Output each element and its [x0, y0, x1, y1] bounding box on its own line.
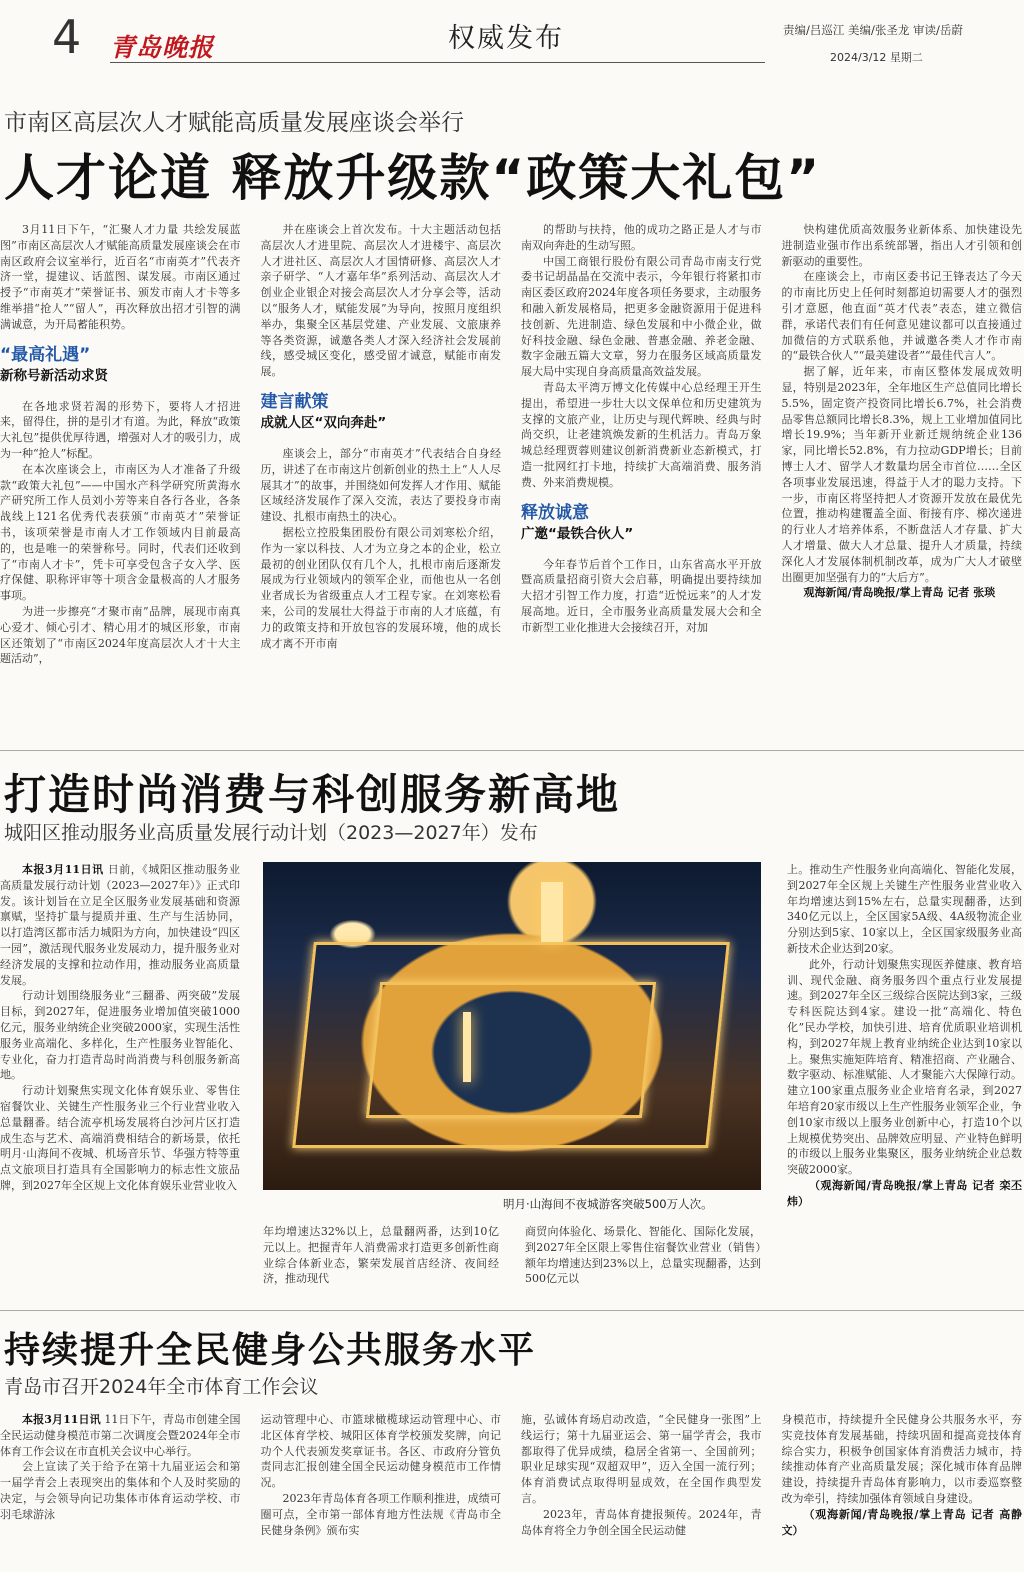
article1-subhead-2b: 成就人区“双向奔赴”: [260, 414, 387, 431]
paragraph: 的帮助与扶持，他的成功之路正是人才与市南双向奔赴的生动写照。: [521, 223, 762, 252]
paragraph-text: 11日下午，青岛市创建全国全民运动健身模范市第二次调度会暨2024年全市体育工作会议在市直机关会议中心举行。: [0, 1413, 241, 1458]
section-title: 权威发布: [448, 23, 564, 54]
article3-byline: （观海新闻/青岛晚报/掌上青岛 记者 高静文）: [781, 1507, 1022, 1537]
paragraph: 此外，行动计划聚焦实现医养健康、教育培训、现代金融、商务服务四个重点行业发展提速。到2027年全区三级综合医院达到3家，三级专科医院达到4家。建设一批“高端化、特色化”民办学校，加快引进、培育优质职业培训机构，到2027年规上教育业纳统企业达到10家以上。聚焦实施矩阵培育、精准招商、产业融合、数字驱动、标准赋能、人才聚能六大保障行动。建立100家重点服务业企业培育名录，到2027年培育20家市级以上生产性服务业领军企业，争创10家市级以上服务业创新中心，打造10个以上规模优势突出、品牌效应明显、产业特色鲜明的市级以上服务业集聚区，服务业纳统企业总数突破2000家。: [787, 957, 1022, 1177]
paragraph: 身模范市，持续提升全民健身公共服务水平，夯实竞技体育发展基础，持续巩固和提高竞技体育综合实力，积极争创国家体育消费活力城市，持续推动体育产业高质量发展；深化城市体育品牌建设，持续提升青岛体育影响力，以市委巡察整改为牵引，持续加强体育领域自身建设。: [781, 1413, 1022, 1505]
paragraph: 会上宣读了关于给予在第十九届亚运会和第一届学青会上表现突出的集体和个人及时奖励的决定，与会领导向记功集体市体育运动学校、市羽毛球游泳: [0, 1460, 241, 1521]
article2-column-4: [787, 862, 1022, 1292]
section-divider: [0, 750, 1024, 751]
article3-subtitle: 青岛市召开2024年全市体育工作会议: [4, 1376, 319, 1398]
article1-body: [0, 222, 1022, 738]
article2-subtitle: 城阳区推动服务业高质量发展行动计划（2023—2027年）发布: [4, 822, 538, 844]
paragraph: 2023年青岛体育各项工作顺利推进，成绩可圈可点，全市第一部体育地方性法规《青岛市全民健身条例》颁布实: [260, 1491, 501, 1537]
article2-column-1: [0, 862, 240, 1292]
article1-subhead-3b: 广邀“最铁合伙人”: [521, 525, 634, 542]
paragraph: 在各地求贤若渴的形势下，要将人才招进来，留得住，拼的是引才有道。为此，释放“政策大礼包”提供优厚待遇，增强对人才的吸引力，成为一种“抢人”标配。: [0, 399, 241, 460]
paragraph: 据了解，近年来，市南区整体发展成效明显，特别是2023年，全年地区生产总值同比增长5.5%，固定资产投资同比增长6.7%，社会消费品零售总额同比增长8.3%，规上工业增加值同比增长19.9%；当年新开业新迁规纳统企业136家，同比增长52.8%，有力拉动GDP增长；目前博士人才、留学人才数量均居全市首位……全区各项事业发展迅速，得益于人才的聪力支持。下一步，市南区将坚持把人才资源开发放在最优先位置，推动构建覆盖全面、衔接有序、梯次递进的行业人才培养体系，不断盘活人才存量、扩大人才增量、做大人才总量、提升人才质量，持续深化人才发展体制机制改革，成为广大人才破壁出圈更加坚强有力的“大后方”。: [781, 365, 1022, 584]
paragraph: 座谈会上，部分“市南英才”代表结合自身经历，讲述了在市南这片创新创业的热土上“人人尽展其才”的故事，并围绕如何发挥人才作用、赋能区域经济发展作了深入交流，表达了要投身市南建设、扎根市南热土的决心。: [260, 446, 501, 524]
photo-caption: 明月·山海间不夜城游客突破500万人次。: [503, 1197, 713, 1211]
article2-headline: 打造时尚消费与科创服务新高地: [4, 770, 621, 819]
paragraph: 青岛太平湾万博文化传媒中心总经理王开生提出，希望进一步壮大以文保单位和历史建筑为支撑的文旅产业，让历史与现代辉映、经典与时尚交织，让老建筑焕发新的生机活力。青岛万象城总经理贾蓉则建议创新消费新业态新模式，打造一批网红打卡地，持续扩大高端消费、服务消费、外来消费规模。: [521, 380, 762, 489]
header-rule: [110, 62, 765, 63]
article2-column-3: [525, 1224, 761, 1294]
article2-dateline: 本报3月11日讯: [22, 863, 104, 876]
paragraph: 商贸向体验化、场景化、智能化、国际化发展，到2027年全区限上零售住宿餐饮业营业（销售）额年均增速达到23%以上，总量实现翻番，达到500亿元以: [525, 1225, 761, 1286]
photo-tower-light: [541, 882, 563, 942]
article2-byline: （观海新闻/青岛晚报/掌上青岛 记者 栾丕炜）: [787, 1178, 1022, 1208]
paragraph: 上。推动生产性服务业向高端化、智能化发展，到2027年全区规上关键生产性服务业营业收入年均增速达到15%左右，总量实现翻番，达到340亿元以上，全区国家5A级、4A级物流企业分别达到5家、10家以上，全区国家级服务业高新技术企业达到20家。: [787, 863, 1022, 955]
article2-column-2: [263, 1224, 499, 1294]
paragraph: 今年春节后首个工作日，山东省高水平开放暨高质量招商引资大会启幕，明确提出要持续加大招才引智工作力度，打造“近悦远来”的人才发展高地。近日，全市服务业高质量发展大会和全市新型工业化推进大会接续召开，对加: [521, 557, 762, 634]
paragraph: 并在座谈会上首次发布。十大主题活动包括高层次人才进里院、高层次人才进楼宇、高层次人才进社区、高层次人才国情研修、高层次人才亲子研学、“人才嘉年华”系列活动、高层次人才创业企业银企对接会高层次人才分享会等，活动以“服务人才，赋能发展”为导向，按照月度组织举办，集聚全区基层党建、产业发展、文旅康养等各类资源，诚邀各类人才深入经济社会发展前线，感受城区变化，感受留才诚意，赋能市南发展。: [260, 223, 501, 379]
photo-light-frame: [366, 982, 656, 1118]
issue-date: 2024/3/12 星期二: [830, 51, 923, 64]
photo-tower-light: [463, 1012, 471, 1082]
paragraph: 为进一步擦亮“才聚市南”品牌，展现市南真心爱才、倾心引才、精心用才的城区形象，市南区还策划了“市南区2024年度高层次人才十大主题活动”，: [0, 604, 241, 666]
section-divider: [0, 1310, 1024, 1311]
paragraph: 在本次座谈会上，市南区为人才准备了升级款“政策大礼包”——中国水产科学研究所黄海水产研究所工作人员刘小芳等来自各行各业，各条战线上121名优秀代表获颁“市南英才”荣誉证书，该项荣誉是市南人才工作领域内目前最高的，也是唯一的荣誉称号。同时，代表们还收到了“市南人才卡”，凭卡可享受包含子女入学、医疗保健、职称评审等十项含金量极高的人才服务事项。: [0, 462, 241, 603]
paragraph: 中国工商银行股份有限公司青岛市南支行党委书记胡晶晶在交流中表示，今年银行将紧扣市南区委区政府2024年度各项任务要求，主动服务和融入新发展格局，把更多金融资源用于促进科技创新、先进制造、绿色发展和中小微企业，做好科技金融、绿色金融、普惠金融、养老金融、数字金融五篇大文章，努力在服务区域高质量发展大局中实现自身高质量高效益发展。: [521, 254, 762, 379]
article1-subhead-1: “最高礼遇”: [0, 344, 91, 365]
article1-byline: 观海新闻/青岛晚报/掌上青岛 记者 张琰: [803, 586, 996, 600]
paragraph: 年均增速达32%以上，总量翻两番，达到10亿元以上。把握青年人消费需求打造更多创新性商业综合体新业态，繁荣发展首店经济、夜间经济，推动现代: [263, 1225, 499, 1286]
article1-subhead-2: 建言献策: [260, 391, 329, 412]
paragraph-text: 日前，《城阳区推动服务业高质量发展行动计划（2023—2027年）》正式印发。该计划旨在立足全区服务业发展基础和资源禀赋，坚持扩量与提质并重、生产与生活协同，以打造湾区都市活力城阳为方向，加快建设“四区一园”，激活现代服务业发展动力，提升服务业对经济发展的支撑和拉动作用，推动服务业高质量发展。: [0, 863, 240, 987]
paragraph: 快构建优质高效服务业新体系、加快建设先进制造业强市作出系统部署，指出人才引领和创新驱动的重要性。: [781, 223, 1022, 268]
paragraph: 据松立控股集团股份有限公司刘寒松介绍，作为一家以科技、人才为立身之本的企业，松立最初的创业团队仅有几个人，扎根市南后逐渐发展成为行业领域内的领军企业，而他也从一名创业者成长为省级重点人才工程专家。在刘寒松看来，公司的发展壮大得益于市南的人才底蕴，有力的政策支持和开放包容的发展环境，他的成长成才离不开市南: [260, 525, 501, 650]
article1-column-2: [261, 222, 502, 738]
paragraph: 2023年，青岛体育捷报频传。2024年，青岛体育将全力争创全国全民运动健: [521, 1507, 762, 1537]
article3-column-4: [782, 1412, 1023, 1570]
article3-headline: 持续提升全民健身公共服务水平: [4, 1330, 537, 1371]
article1-subhead-3: 释放诚意: [521, 502, 589, 523]
newspaper-logo: 青岛晚报: [110, 33, 215, 62]
paragraph: 在座谈会上，市南区委书记王锋表达了今天的市南比历史上任何时刻都迫切需要人才的强烈引才意愿，他直面“英才代表”表态，建立微信群，承诺代表们有任何意见建议都可以直接通过加微信的方式联系他，并诚邀各类人才作市南的“最铁合伙人”“最美建设者”“最佳代言人”。: [781, 270, 1022, 363]
article1-lead: 3月11日下午，“汇聚人才力量 共绘发展蓝图”市南区高层次人才赋能高质量发展座谈会在市南区政府会议室举行，近百名“市南英才”代表齐济一堂，提建议、话蓝图、谋发展。市南区通过授予“市南英才”荣誉证书、颁发市南人才卡等多维举措“抢人”“留人”，再次释放出招才引智的满满诚意，为开局蓄能积势。: [0, 223, 241, 331]
article1-subhead-1b: 新称号新活动求贤: [0, 367, 108, 384]
article1-column-4: [782, 222, 1023, 738]
paragraph: 运动管理中心、市篮球橄榄球运动管理中心、市北区体育学校、城阳区体育学校颁发奖牌，向记功个人代表颁发奖章证书。各区、市政府分管负责同志汇报创建全国全民运动健身模范市工作情况。: [260, 1413, 501, 1490]
editor-credits: 责编/吕巡江 美编/张圣龙 审读/岳蔚: [783, 23, 963, 37]
article1-column-1: [0, 222, 241, 738]
article3-column-2: [261, 1412, 502, 1570]
article1-headline: 人才论道 释放升级款“政策大礼包”: [4, 149, 822, 207]
article3-column-1: [0, 1412, 241, 1570]
page-number: 4: [52, 10, 82, 64]
article1-kicker: 市南区高层次人才赋能高质量发展座谈会举行: [4, 110, 464, 136]
night-market-photo: [263, 862, 761, 1190]
paragraph: 行动计划围绕服务业“三翻番、两突破”发展目标，到2027年，促进服务业增加值突破1000亿元，服务业纳统企业突破2000家，实现生活性服务业高端化、多样化，生产性服务业智能化、专业化，奋力打造青岛时尚消费与科创服务新高地。: [0, 989, 240, 1082]
paragraph: 施，弘诚体育场启动改造，“全民健身一张图”上线运行；第十九届亚运会、第一届学青会，我市都取得了优异成绩，稳居全省第一、全国前列；职业足球实现“双超双甲”，迈入全国一流行列；体育消费试点取得明显成效，在全国作典型发言。: [521, 1413, 762, 1505]
article3-body: [0, 1412, 1022, 1570]
article3-column-3: [521, 1412, 762, 1570]
paragraph: 行动计划聚焦实现文化体育娱乐业、零售住宿餐饮业、关键生产性服务业三个行业营业收入总量翻番。结合流亭机场发展将白沙河片区打造成生态与艺术、高端消费相结合的新场景，依托明月·山海间不夜城、机场音乐节、华强方特等重点文旅项目打造具有全国影响力的标志性文旅品牌，到2027年全区规上文化体育娱乐业营业收入: [0, 1084, 240, 1192]
article3-dateline: 本报3月11日讯: [22, 1413, 101, 1426]
article1-column-3: [521, 222, 762, 738]
